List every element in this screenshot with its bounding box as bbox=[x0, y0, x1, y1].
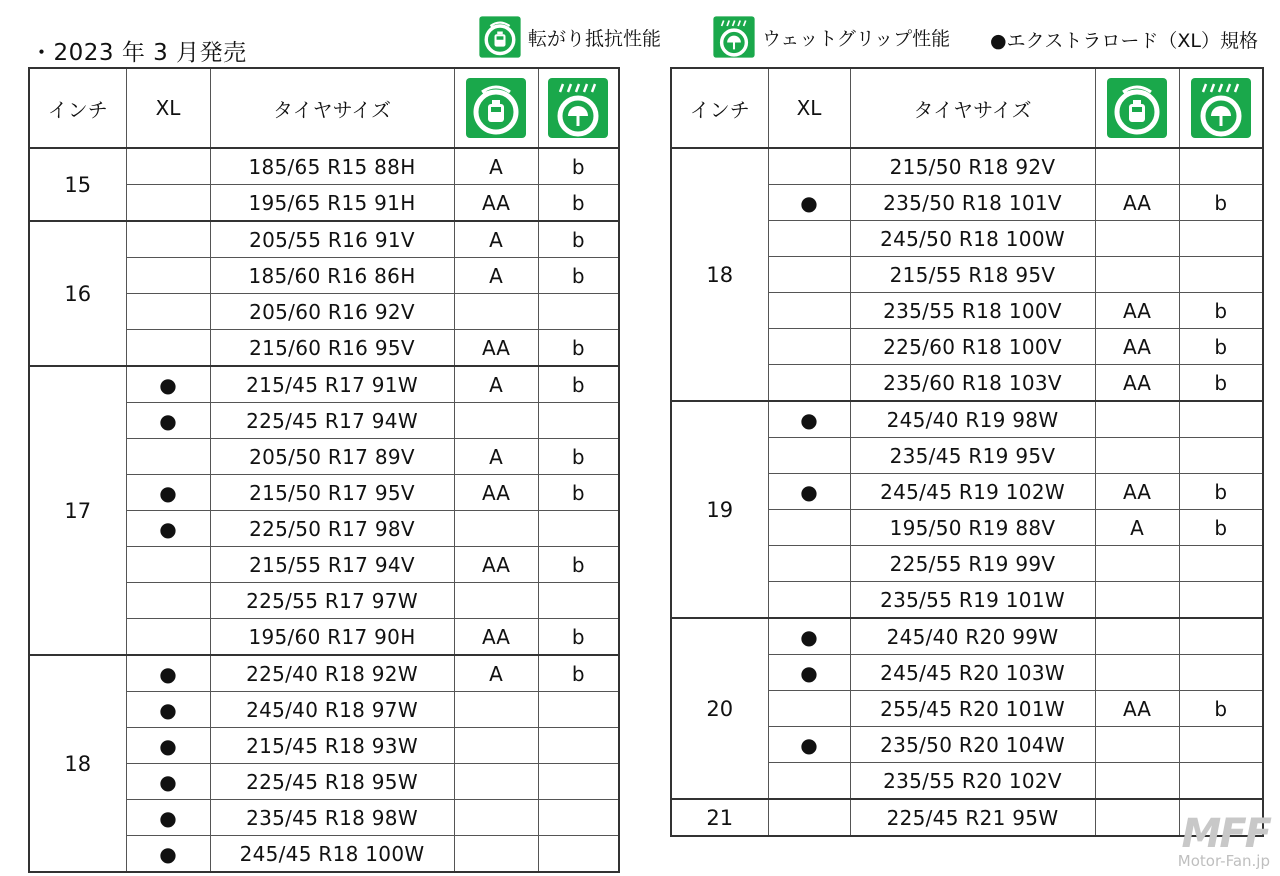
xl-cell: ● bbox=[768, 655, 850, 691]
size-cell: 225/55 R17 97W bbox=[210, 583, 454, 619]
watermark-logo: MFF bbox=[1181, 811, 1270, 857]
rolling-resistance-cell: AA bbox=[1095, 365, 1179, 402]
rolling-resistance-cell bbox=[1095, 799, 1179, 836]
xl-cell bbox=[126, 547, 210, 583]
xl-cell bbox=[768, 221, 850, 257]
rolling-resistance-cell bbox=[454, 511, 538, 547]
wet-grip-icon bbox=[712, 14, 756, 60]
size-cell: 225/55 R19 99V bbox=[850, 546, 1095, 582]
size-cell: 245/40 R19 98W bbox=[850, 401, 1095, 438]
xl-cell: ● bbox=[126, 366, 210, 403]
size-cell: 215/45 R18 93W bbox=[210, 728, 454, 764]
xl-cell: ● bbox=[126, 800, 210, 836]
wet-grip-cell bbox=[1179, 148, 1263, 185]
size-cell: 205/55 R16 91V bbox=[210, 221, 454, 258]
inch-cell: 21 bbox=[671, 799, 768, 836]
wet-grip-cell: b bbox=[1179, 329, 1263, 365]
wet-grip-cell: b bbox=[1179, 185, 1263, 221]
header-wet-grip bbox=[538, 68, 619, 148]
size-cell: 215/55 R18 95V bbox=[850, 257, 1095, 293]
xl-cell bbox=[126, 294, 210, 330]
legend-wet-label: ウェットグリップ性能 bbox=[762, 27, 951, 50]
xl-cell bbox=[126, 185, 210, 222]
wet-grip-cell bbox=[1179, 401, 1263, 438]
size-cell: 225/40 R18 92W bbox=[210, 655, 454, 692]
xl-cell: ● bbox=[126, 764, 210, 800]
wet-grip-cell: b bbox=[538, 547, 619, 583]
legend-rolling-resistance bbox=[478, 14, 661, 60]
wet-grip-cell: b bbox=[538, 221, 619, 258]
size-cell: 195/50 R19 88V bbox=[850, 510, 1095, 546]
size-cell: 225/50 R17 98V bbox=[210, 511, 454, 547]
xl-cell bbox=[126, 221, 210, 258]
inch-cell: 19 bbox=[671, 401, 768, 618]
wet-grip-cell: b bbox=[538, 330, 619, 367]
header-xl: XL bbox=[768, 68, 850, 148]
size-cell: 185/60 R16 86H bbox=[210, 258, 454, 294]
size-cell: 235/50 R20 104W bbox=[850, 727, 1095, 763]
table-row bbox=[671, 799, 1263, 836]
rolling-resistance-cell bbox=[1095, 763, 1179, 800]
rolling-resistance-icon bbox=[464, 76, 528, 140]
rolling-resistance-cell: AA bbox=[454, 185, 538, 222]
rolling-resistance-cell bbox=[1095, 618, 1179, 655]
rolling-resistance-cell bbox=[1095, 438, 1179, 474]
rolling-resistance-cell bbox=[1095, 727, 1179, 763]
xl-cell: ● bbox=[126, 403, 210, 439]
rolling-resistance-cell: A bbox=[1095, 510, 1179, 546]
wet-grip-cell bbox=[1179, 257, 1263, 293]
wet-grip-cell bbox=[1179, 763, 1263, 800]
inch-cell: 18 bbox=[29, 655, 126, 872]
size-cell: 215/50 R17 95V bbox=[210, 475, 454, 511]
header-size: タイヤサイズ bbox=[210, 68, 454, 148]
rolling-resistance-cell: AA bbox=[1095, 185, 1179, 221]
header-inch: インチ bbox=[671, 68, 768, 148]
xl-cell: ● bbox=[126, 511, 210, 547]
xl-cell bbox=[768, 293, 850, 329]
size-cell: 205/50 R17 89V bbox=[210, 439, 454, 475]
rolling-resistance-cell bbox=[454, 294, 538, 330]
size-cell: 215/50 R18 92V bbox=[850, 148, 1095, 185]
wet-grip-cell: b bbox=[1179, 365, 1263, 402]
header-wet-grip bbox=[1179, 68, 1263, 148]
header-rolling-resistance bbox=[1095, 68, 1179, 148]
header-size: タイヤサイズ bbox=[850, 68, 1095, 148]
rolling-resistance-cell: AA bbox=[1095, 329, 1179, 365]
table-row bbox=[671, 148, 1263, 185]
rolling-resistance-cell bbox=[1095, 257, 1179, 293]
wet-grip-cell bbox=[1179, 438, 1263, 474]
header-xl: XL bbox=[126, 68, 210, 148]
wet-grip-cell bbox=[538, 583, 619, 619]
wet-grip-cell: b bbox=[1179, 691, 1263, 727]
xl-cell bbox=[126, 258, 210, 294]
xl-cell bbox=[768, 691, 850, 727]
inch-cell: 16 bbox=[29, 221, 126, 366]
xl-cell: ● bbox=[768, 618, 850, 655]
wet-grip-cell bbox=[538, 403, 619, 439]
size-cell: 235/55 R20 102V bbox=[850, 763, 1095, 800]
wet-grip-cell bbox=[1179, 655, 1263, 691]
inch-cell: 17 bbox=[29, 366, 126, 655]
inch-cell: 15 bbox=[29, 148, 126, 221]
watermark bbox=[1177, 811, 1270, 870]
xl-cell: ● bbox=[126, 728, 210, 764]
wet-grip-cell bbox=[1179, 582, 1263, 619]
xl-cell bbox=[768, 582, 850, 619]
size-cell: 245/40 R20 99W bbox=[850, 618, 1095, 655]
size-cell: 245/45 R20 103W bbox=[850, 655, 1095, 691]
xl-cell bbox=[768, 365, 850, 402]
wet-grip-cell bbox=[538, 764, 619, 800]
size-cell: 225/45 R17 94W bbox=[210, 403, 454, 439]
rolling-resistance-cell bbox=[454, 728, 538, 764]
xl-cell bbox=[126, 619, 210, 656]
size-cell: 245/45 R19 102W bbox=[850, 474, 1095, 510]
rolling-resistance-icon bbox=[478, 14, 522, 60]
xl-cell bbox=[768, 438, 850, 474]
wet-grip-icon bbox=[546, 76, 610, 140]
table-row bbox=[671, 401, 1263, 438]
wet-grip-cell: b bbox=[538, 148, 619, 185]
rolling-resistance-cell: AA bbox=[454, 475, 538, 511]
table-row bbox=[29, 221, 619, 258]
rolling-resistance-cell: AA bbox=[454, 547, 538, 583]
header-inch: インチ bbox=[29, 68, 126, 148]
rolling-resistance-cell bbox=[454, 583, 538, 619]
xl-cell bbox=[768, 763, 850, 800]
rolling-resistance-cell: AA bbox=[1095, 293, 1179, 329]
size-cell: 235/60 R18 103V bbox=[850, 365, 1095, 402]
wet-grip-cell bbox=[1179, 727, 1263, 763]
wet-grip-cell: b bbox=[538, 258, 619, 294]
size-cell: 255/45 R20 101W bbox=[850, 691, 1095, 727]
wet-grip-cell: b bbox=[538, 439, 619, 475]
rolling-resistance-cell: AA bbox=[454, 330, 538, 367]
size-cell: 225/45 R21 95W bbox=[850, 799, 1095, 836]
rolling-resistance-cell bbox=[454, 764, 538, 800]
rolling-resistance-cell: AA bbox=[1095, 474, 1179, 510]
table-row bbox=[29, 655, 619, 692]
xl-cell bbox=[126, 583, 210, 619]
wet-grip-cell bbox=[538, 800, 619, 836]
inch-cell: 20 bbox=[671, 618, 768, 799]
xl-cell bbox=[768, 510, 850, 546]
rolling-resistance-cell: AA bbox=[454, 619, 538, 656]
wet-grip-cell: b bbox=[1179, 474, 1263, 510]
wet-grip-cell: b bbox=[538, 619, 619, 656]
header-rolling-resistance bbox=[454, 68, 538, 148]
size-cell: 245/50 R18 100W bbox=[850, 221, 1095, 257]
right-size-table bbox=[670, 67, 1264, 837]
size-cell: 215/60 R16 95V bbox=[210, 330, 454, 367]
wet-grip-cell bbox=[1179, 618, 1263, 655]
wet-grip-cell bbox=[538, 692, 619, 728]
wet-grip-cell bbox=[1179, 221, 1263, 257]
xl-cell bbox=[768, 148, 850, 185]
size-cell: 225/60 R18 100V bbox=[850, 329, 1095, 365]
wet-grip-cell bbox=[538, 511, 619, 547]
watermark-site: Motor-Fan.jp bbox=[1177, 852, 1270, 870]
wet-grip-cell: b bbox=[1179, 510, 1263, 546]
size-cell: 245/45 R18 100W bbox=[210, 836, 454, 873]
size-cell: 235/55 R19 101W bbox=[850, 582, 1095, 619]
xl-cell: ● bbox=[768, 401, 850, 438]
wet-grip-icon bbox=[1189, 76, 1253, 140]
size-cell: 225/45 R18 95W bbox=[210, 764, 454, 800]
size-cell: 195/65 R15 91H bbox=[210, 185, 454, 222]
xl-cell bbox=[126, 330, 210, 367]
rolling-resistance-cell: A bbox=[454, 439, 538, 475]
size-cell: 185/65 R15 88H bbox=[210, 148, 454, 185]
rolling-resistance-cell bbox=[454, 403, 538, 439]
rolling-resistance-cell: A bbox=[454, 655, 538, 692]
xl-cell bbox=[768, 329, 850, 365]
wet-grip-cell: b bbox=[538, 185, 619, 222]
wet-grip-cell bbox=[538, 728, 619, 764]
xl-cell: ● bbox=[126, 836, 210, 873]
wet-grip-cell: b bbox=[538, 475, 619, 511]
size-cell: 235/45 R19 95V bbox=[850, 438, 1095, 474]
xl-cell bbox=[768, 799, 850, 836]
xl-cell: ● bbox=[768, 474, 850, 510]
rolling-resistance-cell bbox=[1095, 401, 1179, 438]
size-cell: 245/40 R18 97W bbox=[210, 692, 454, 728]
rolling-resistance-cell bbox=[454, 800, 538, 836]
legend-xl: ●エクストラロード（XL）規格 bbox=[990, 30, 1258, 52]
rolling-resistance-cell bbox=[1095, 582, 1179, 619]
wet-grip-cell: b bbox=[538, 655, 619, 692]
inch-cell: 18 bbox=[671, 148, 768, 401]
rolling-resistance-cell bbox=[454, 692, 538, 728]
size-cell: 205/60 R16 92V bbox=[210, 294, 454, 330]
xl-cell bbox=[126, 148, 210, 185]
rolling-resistance-cell bbox=[1095, 221, 1179, 257]
wet-grip-cell: b bbox=[1179, 293, 1263, 329]
legend-rolling-label: 転がり抵抗性能 bbox=[528, 27, 662, 50]
size-cell: 235/50 R18 101V bbox=[850, 185, 1095, 221]
xl-cell bbox=[768, 257, 850, 293]
rolling-resistance-cell bbox=[1095, 546, 1179, 582]
legend-wet-grip bbox=[712, 14, 950, 60]
rolling-resistance-cell bbox=[454, 836, 538, 873]
xl-cell: ● bbox=[126, 692, 210, 728]
xl-cell: ● bbox=[126, 655, 210, 692]
table-row bbox=[29, 366, 619, 403]
rolling-resistance-cell bbox=[1095, 655, 1179, 691]
wet-grip-cell bbox=[538, 836, 619, 873]
wet-grip-cell bbox=[538, 294, 619, 330]
size-cell: 235/45 R18 98W bbox=[210, 800, 454, 836]
size-cell: 195/60 R17 90H bbox=[210, 619, 454, 656]
rolling-resistance-cell bbox=[1095, 148, 1179, 185]
table-row bbox=[671, 618, 1263, 655]
xl-cell: ● bbox=[768, 185, 850, 221]
xl-cell bbox=[768, 546, 850, 582]
left-size-table bbox=[28, 67, 620, 873]
size-cell: 215/55 R17 94V bbox=[210, 547, 454, 583]
release-title: ・2023 年 3 月発売 bbox=[30, 40, 247, 66]
wet-grip-cell: b bbox=[538, 366, 619, 403]
table-row bbox=[29, 148, 619, 185]
xl-cell bbox=[126, 439, 210, 475]
rolling-resistance-cell: A bbox=[454, 221, 538, 258]
wet-grip-cell bbox=[1179, 546, 1263, 582]
rolling-resistance-cell: A bbox=[454, 258, 538, 294]
xl-cell: ● bbox=[126, 475, 210, 511]
rolling-resistance-cell: AA bbox=[1095, 691, 1179, 727]
xl-cell: ● bbox=[768, 727, 850, 763]
rolling-resistance-cell: A bbox=[454, 148, 538, 185]
size-cell: 215/45 R17 91W bbox=[210, 366, 454, 403]
size-cell: 235/55 R18 100V bbox=[850, 293, 1095, 329]
rolling-resistance-cell: A bbox=[454, 366, 538, 403]
rolling-resistance-icon bbox=[1105, 76, 1169, 140]
